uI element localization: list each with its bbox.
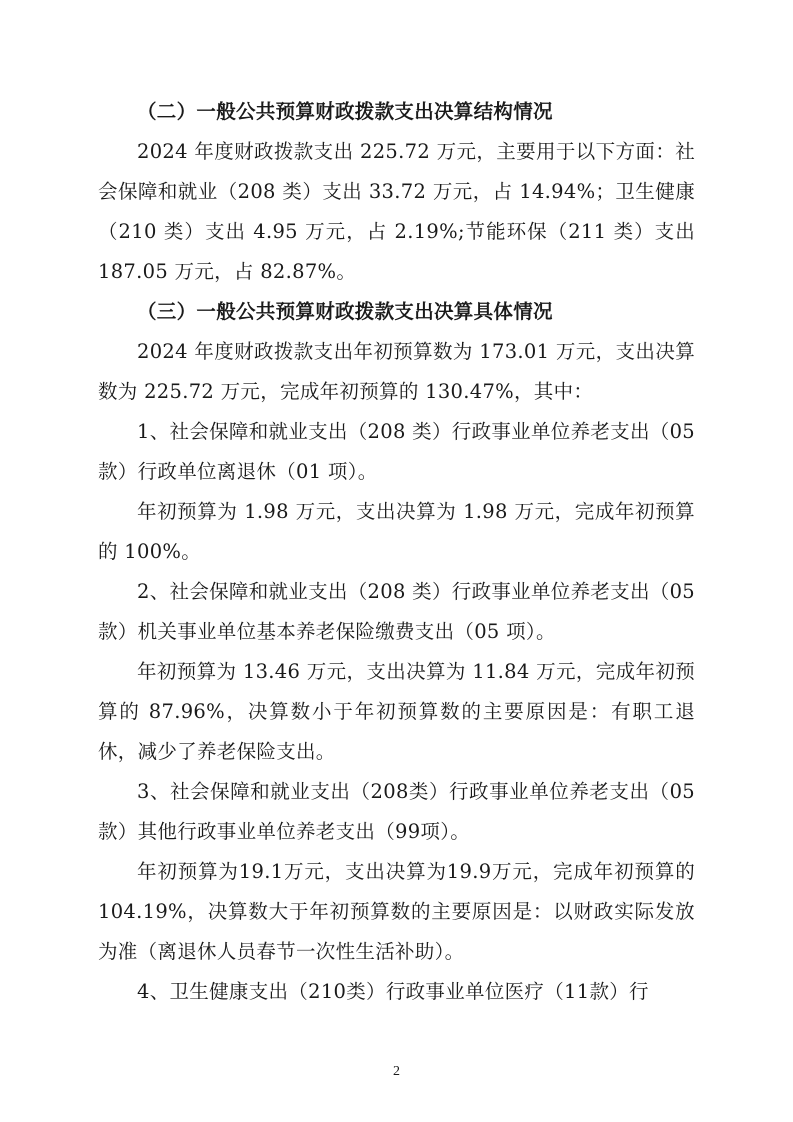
paragraph-expenditure-detail-intro: 2024 年度财政拨款支出年初预算数为 173.01 万元，支出决算数为 225.72 万元，完成年初预算的 130.47%，其中： [98,340,695,403]
section-heading-3: （三）一般公共预算财政拨款支出决算具体情况 [137,300,553,323]
paragraph-item-2-title: 2、社会保障和就业支出（208 类）行政事业单位养老支出（05 款）机关事业单位基本养老保险缴费支出（05 项）。 [98,580,695,643]
paragraph-item-1-title: 1、社会保障和就业支出（208 类）行政事业单位养老支出（05 款）行政单位离退休（01 项）。 [98,420,695,483]
paragraph-item-3-title: 3、社会保障和就业支出（208类）行政事业单位养老支出（05款）其他行政事业单位养老支出（99项）。 [98,780,695,843]
paragraph-expenditure-structure: 2024 年度财政拨款支出 225.72 万元，主要用于以下方面：社会保障和就业（208 类）支出 33.72 万元，占 14.94%；卫生健康（210 类）支出 4.95 万元，占 2.19%;节能环保（211 类）支出 187.05 万元，占 82.87%。 [98,140,695,283]
paragraph-item-4-title: 4、卫生健康支出（210类）行政事业单位医疗（11款）行 [137,980,649,1003]
page-number: 2 [393,1064,400,1079]
paragraph-item-3-detail: 年初预算为19.1万元，支出决算为19.9万元，完成年初预算的104.19%，决算数大于年初预算数的主要原因是：以财政实际发放为准（离退休人员春节一次性生活补助）。 [98,860,695,963]
paragraph-item-1-detail: 年初预算为 1.98 万元，支出决算为 1.98 万元，完成年初预算的 100%。 [98,500,695,563]
document-body [98,92,695,1012]
section-heading-2: （二）一般公共预算财政拨款支出决算结构情况 [137,100,553,123]
paragraph-item-2-detail: 年初预算为 13.46 万元，支出决算为 11.84 万元，完成年初预算的 87.96%，决算数小于年初预算数的主要原因是：有职工退休，减少了养老保险支出。 [98,660,695,763]
